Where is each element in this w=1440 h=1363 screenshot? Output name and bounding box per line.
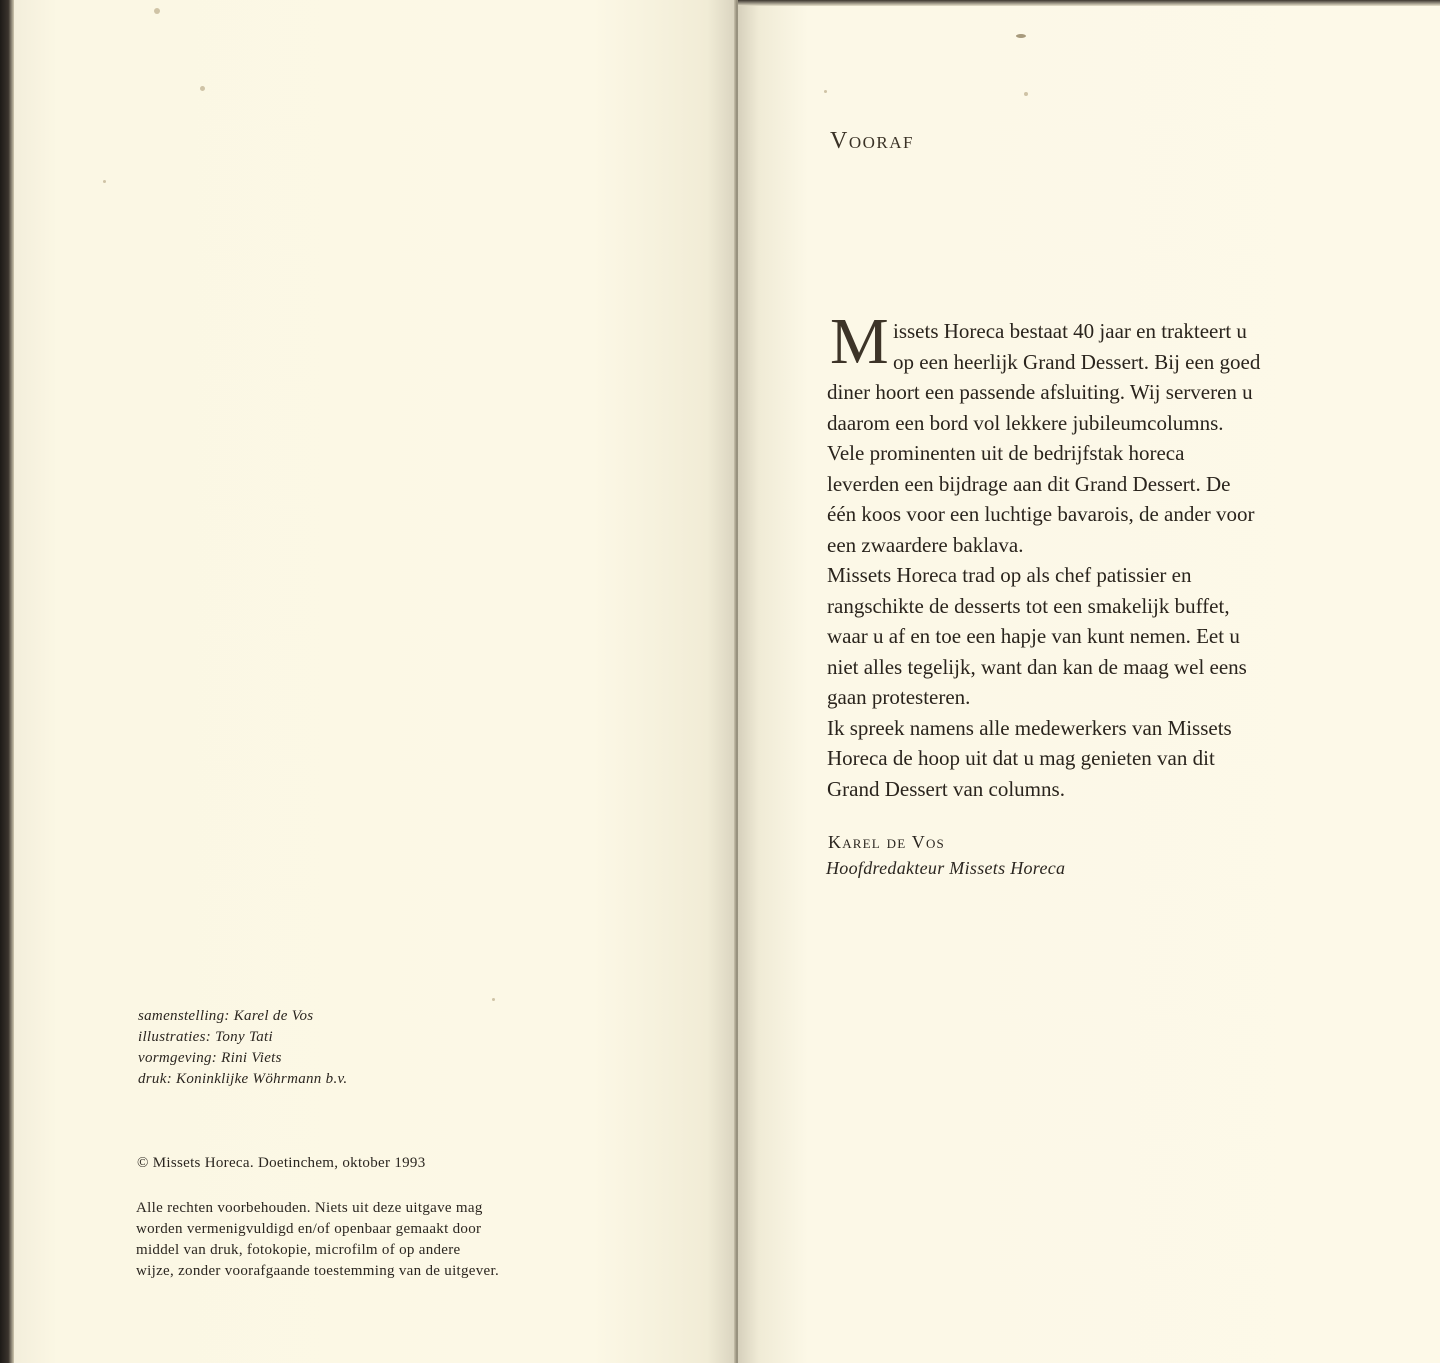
foreword-line: diner hoort een passende afsluiting. Wij serveren u	[827, 380, 1253, 404]
foreword-line: daarom een bord vol lekkere jubileumcolumns.	[827, 410, 1224, 435]
paper-speck	[103, 180, 106, 183]
foreword-line: op een heerlijk Grand Dessert. Bij een goed	[893, 349, 1261, 374]
foreword-line: Horeca de hoop uit dat u mag genieten van dit	[827, 746, 1215, 770]
paper-speck	[824, 90, 827, 93]
foreword-line: Vele prominenten uit de bedrijfstak horeca	[827, 441, 1185, 465]
paper-speck	[1024, 92, 1028, 96]
paper-speck	[492, 998, 495, 1001]
foreword-line: waar u af en toe een hapje van kunt nemen. Eet u	[827, 624, 1240, 648]
book-edge	[0, 0, 14, 1363]
rights-line: Alle rechten voorbehouden. Niets uit deze uitgave mag	[136, 1200, 483, 1216]
colophon-credits	[138, 1006, 347, 1090]
foreword-line: Ik spreek namens alle medewerkers van Missets	[827, 715, 1232, 740]
foreword-line: issets Horeca bestaat 40 jaar en trakteert u	[893, 319, 1247, 343]
foreword-line: rangschikte de desserts tot een smakelijk buffet,	[827, 593, 1230, 618]
credit-printing: druk: Koninklijke Wöhrmann b.v.	[138, 1071, 348, 1087]
rights-reserved	[136, 1198, 499, 1282]
rights-line: worden vermenigvuldigd en/of openbaar gemaakt door	[136, 1221, 482, 1237]
foreword-line: gaan protesteren.	[827, 685, 971, 709]
page-top-edge	[738, 0, 1440, 6]
paper-speck	[154, 8, 160, 14]
drop-cap: M	[830, 305, 889, 378]
paper-speck	[1016, 34, 1026, 38]
paper-speck	[200, 86, 205, 91]
signature-role: Hoofdredakteur Missets Horeca	[826, 858, 1066, 878]
foreword-body	[827, 316, 1367, 804]
foreword-line: niet alles tegelijk, want dan kan de maag wel eens	[827, 654, 1247, 679]
foreword-line: Grand Dessert van columns.	[827, 776, 1065, 801]
credit-compilation: samenstelling: Karel de Vos	[138, 1008, 314, 1024]
signature-name: Karel de Vos	[828, 832, 945, 852]
credit-illustrations: illustraties: Tony Tati	[138, 1029, 273, 1045]
rights-line: wijze, zonder voorafgaande toestemming van de uitgever.	[136, 1263, 500, 1279]
foreword-line: een zwaardere baklava.	[827, 532, 1024, 557]
page-title: Vooraf	[830, 128, 914, 154]
foreword-line: Missets Horeca trad op als chef patissier en	[827, 563, 1192, 587]
foreword-line: één koos voor een luchtige bavarois, de ander voor	[827, 502, 1255, 526]
foreword-line: leverden een bijdrage aan dit Grand Dessert. De	[827, 471, 1231, 496]
copyright-notice: © Missets Horeca. Doetinchem, oktober 1993	[137, 1155, 426, 1171]
rights-line: middel van druk, fotokopie, microfilm of op andere	[136, 1242, 461, 1258]
credit-design: vormgeving: Rini Viets	[138, 1050, 282, 1066]
